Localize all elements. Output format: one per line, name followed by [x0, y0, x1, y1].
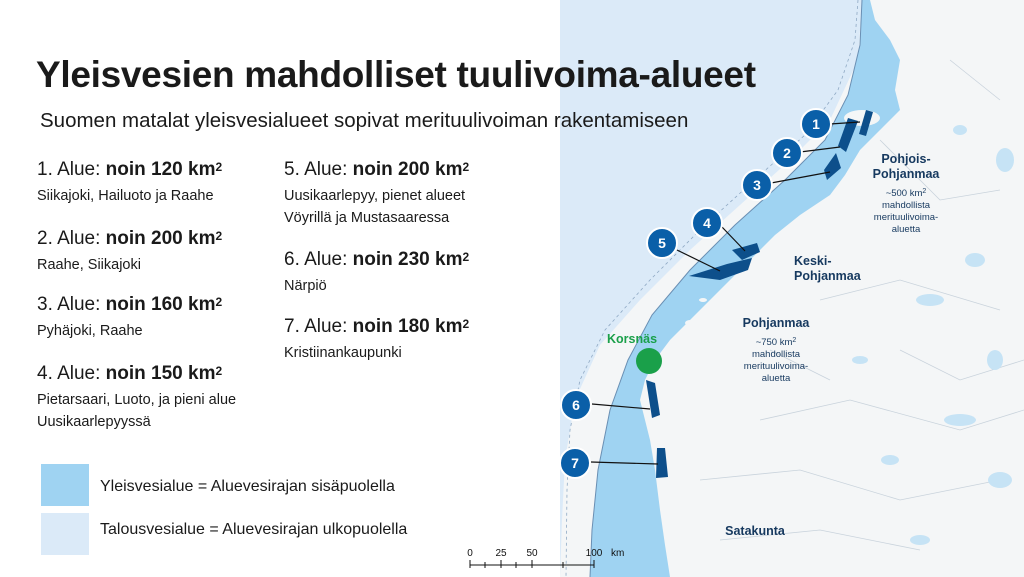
region-pohjanmaa-note3: merituulivoima- — [743, 361, 809, 372]
korsnas-marker — [636, 348, 662, 374]
area-item-4: 4. Alue: noin 150 $km^2$ Pietarsaari, Luoto, ja pieni alue Uusikaarlepyyssä — [37, 362, 257, 433]
scale-tick-0: 0 — [467, 548, 473, 559]
area-desc: Pyhäjoki, Raahe — [37, 323, 143, 339]
area-desc: Uusikaarlepyy, pienet alueet Vöyrillä ja Mustasaaressa — [284, 188, 466, 226]
area-item-6: 6. Alue: noin 230 $km^2$ Närpiö — [284, 248, 544, 297]
svg-text:5: 5 — [658, 235, 666, 251]
area-desc: Kristiinankaupunki — [284, 345, 402, 361]
marker-1[interactable] — [801, 109, 831, 139]
marker-6[interactable] — [561, 390, 591, 420]
svg-text:7: 7 — [571, 455, 579, 471]
region-pohjois-note2: mahdollista — [881, 200, 931, 211]
legend-label-inner: Yleisvesialue = Aluevesirajan sisäpuolella — [100, 478, 395, 495]
region-pohjanmaa: Pohjanmaa — [742, 316, 810, 330]
marker-7[interactable] — [560, 448, 590, 478]
region-pohjois-line1: Pohjois- — [881, 152, 931, 166]
marker-4[interactable] — [692, 208, 722, 238]
area-item-2: 2. Alue: noin 200 $km^2$ Raahe, Siikajoki — [37, 227, 297, 276]
area-item-1: 1. Alue: noin 120 $km^2$ Siikajoki, Hailuoto ja Raahe — [37, 158, 297, 207]
region-pohjois-note1: ~500 $km^2$ — [885, 188, 927, 199]
area-desc: Närpiö — [284, 278, 327, 294]
region-keski-line1: Keski- — [794, 254, 832, 268]
legend-label-outer: Talousvesialue = Aluevesirajan ulkopuolella — [100, 521, 408, 538]
area-item-3: 3. Alue: noin 160 $km^2$ Pyhäjoki, Raahe — [37, 293, 297, 342]
svg-text:6: 6 — [572, 397, 580, 413]
scale-tick-100: 100 — [585, 548, 603, 559]
svg-text:1: 1 — [812, 116, 820, 132]
region-keski-line2: Pohjanmaa — [794, 269, 861, 283]
svg-text:2: 2 — [783, 145, 791, 161]
area-desc: Siikajoki, Hailuoto ja Raahe — [37, 188, 214, 204]
area-desc: Raahe, Siikajoki — [37, 257, 141, 273]
area-desc: Pietarsaari, Luoto, ja pieni alue Uusikaarlepyyssä — [37, 392, 237, 430]
scale-unit: km — [611, 548, 625, 559]
region-pohjois-note4: aluetta — [891, 224, 921, 235]
marker-5[interactable] — [647, 228, 677, 258]
svg-text:4: 4 — [703, 215, 711, 231]
region-pohjanmaa-note1: ~750 $km^2$ — [755, 337, 797, 348]
page-subtitle: Suomen matalat yleisvesialueet sopivat merituulivoiman rakentamiseen — [40, 109, 689, 132]
area-item-7: 7. Alue: noin 180 $km^2$ Kristiinankaupunki — [284, 315, 544, 364]
region-pohjois-line2: Pohjanmaa — [872, 167, 940, 181]
region-pohjanmaa-note4: aluetta — [761, 373, 791, 384]
area-item-5: 5. Alue: noin 200 $km^2$ Uusikaarlepyy, pienet alueet Vöyrillä ja Mustasaaressa — [284, 158, 484, 229]
region-pohjois-note3: merituulivoima- — [873, 212, 939, 223]
legend-swatch-outer — [41, 513, 89, 555]
scale-tick-25: 25 — [495, 548, 507, 559]
scale-tick-50: 50 — [526, 548, 538, 559]
page-title: Yleisvesien mahdolliset tuulivoima-alueet — [36, 54, 756, 95]
marker-2[interactable] — [772, 138, 802, 168]
region-pohjanmaa-note2: mahdollista — [751, 349, 801, 360]
korsnas-label: Korsnäs — [607, 332, 658, 346]
marker-3[interactable] — [742, 170, 772, 200]
legend-swatch-inner — [41, 464, 89, 506]
region-satakunta: Satakunta — [725, 524, 785, 538]
svg-text:3: 3 — [753, 177, 761, 193]
